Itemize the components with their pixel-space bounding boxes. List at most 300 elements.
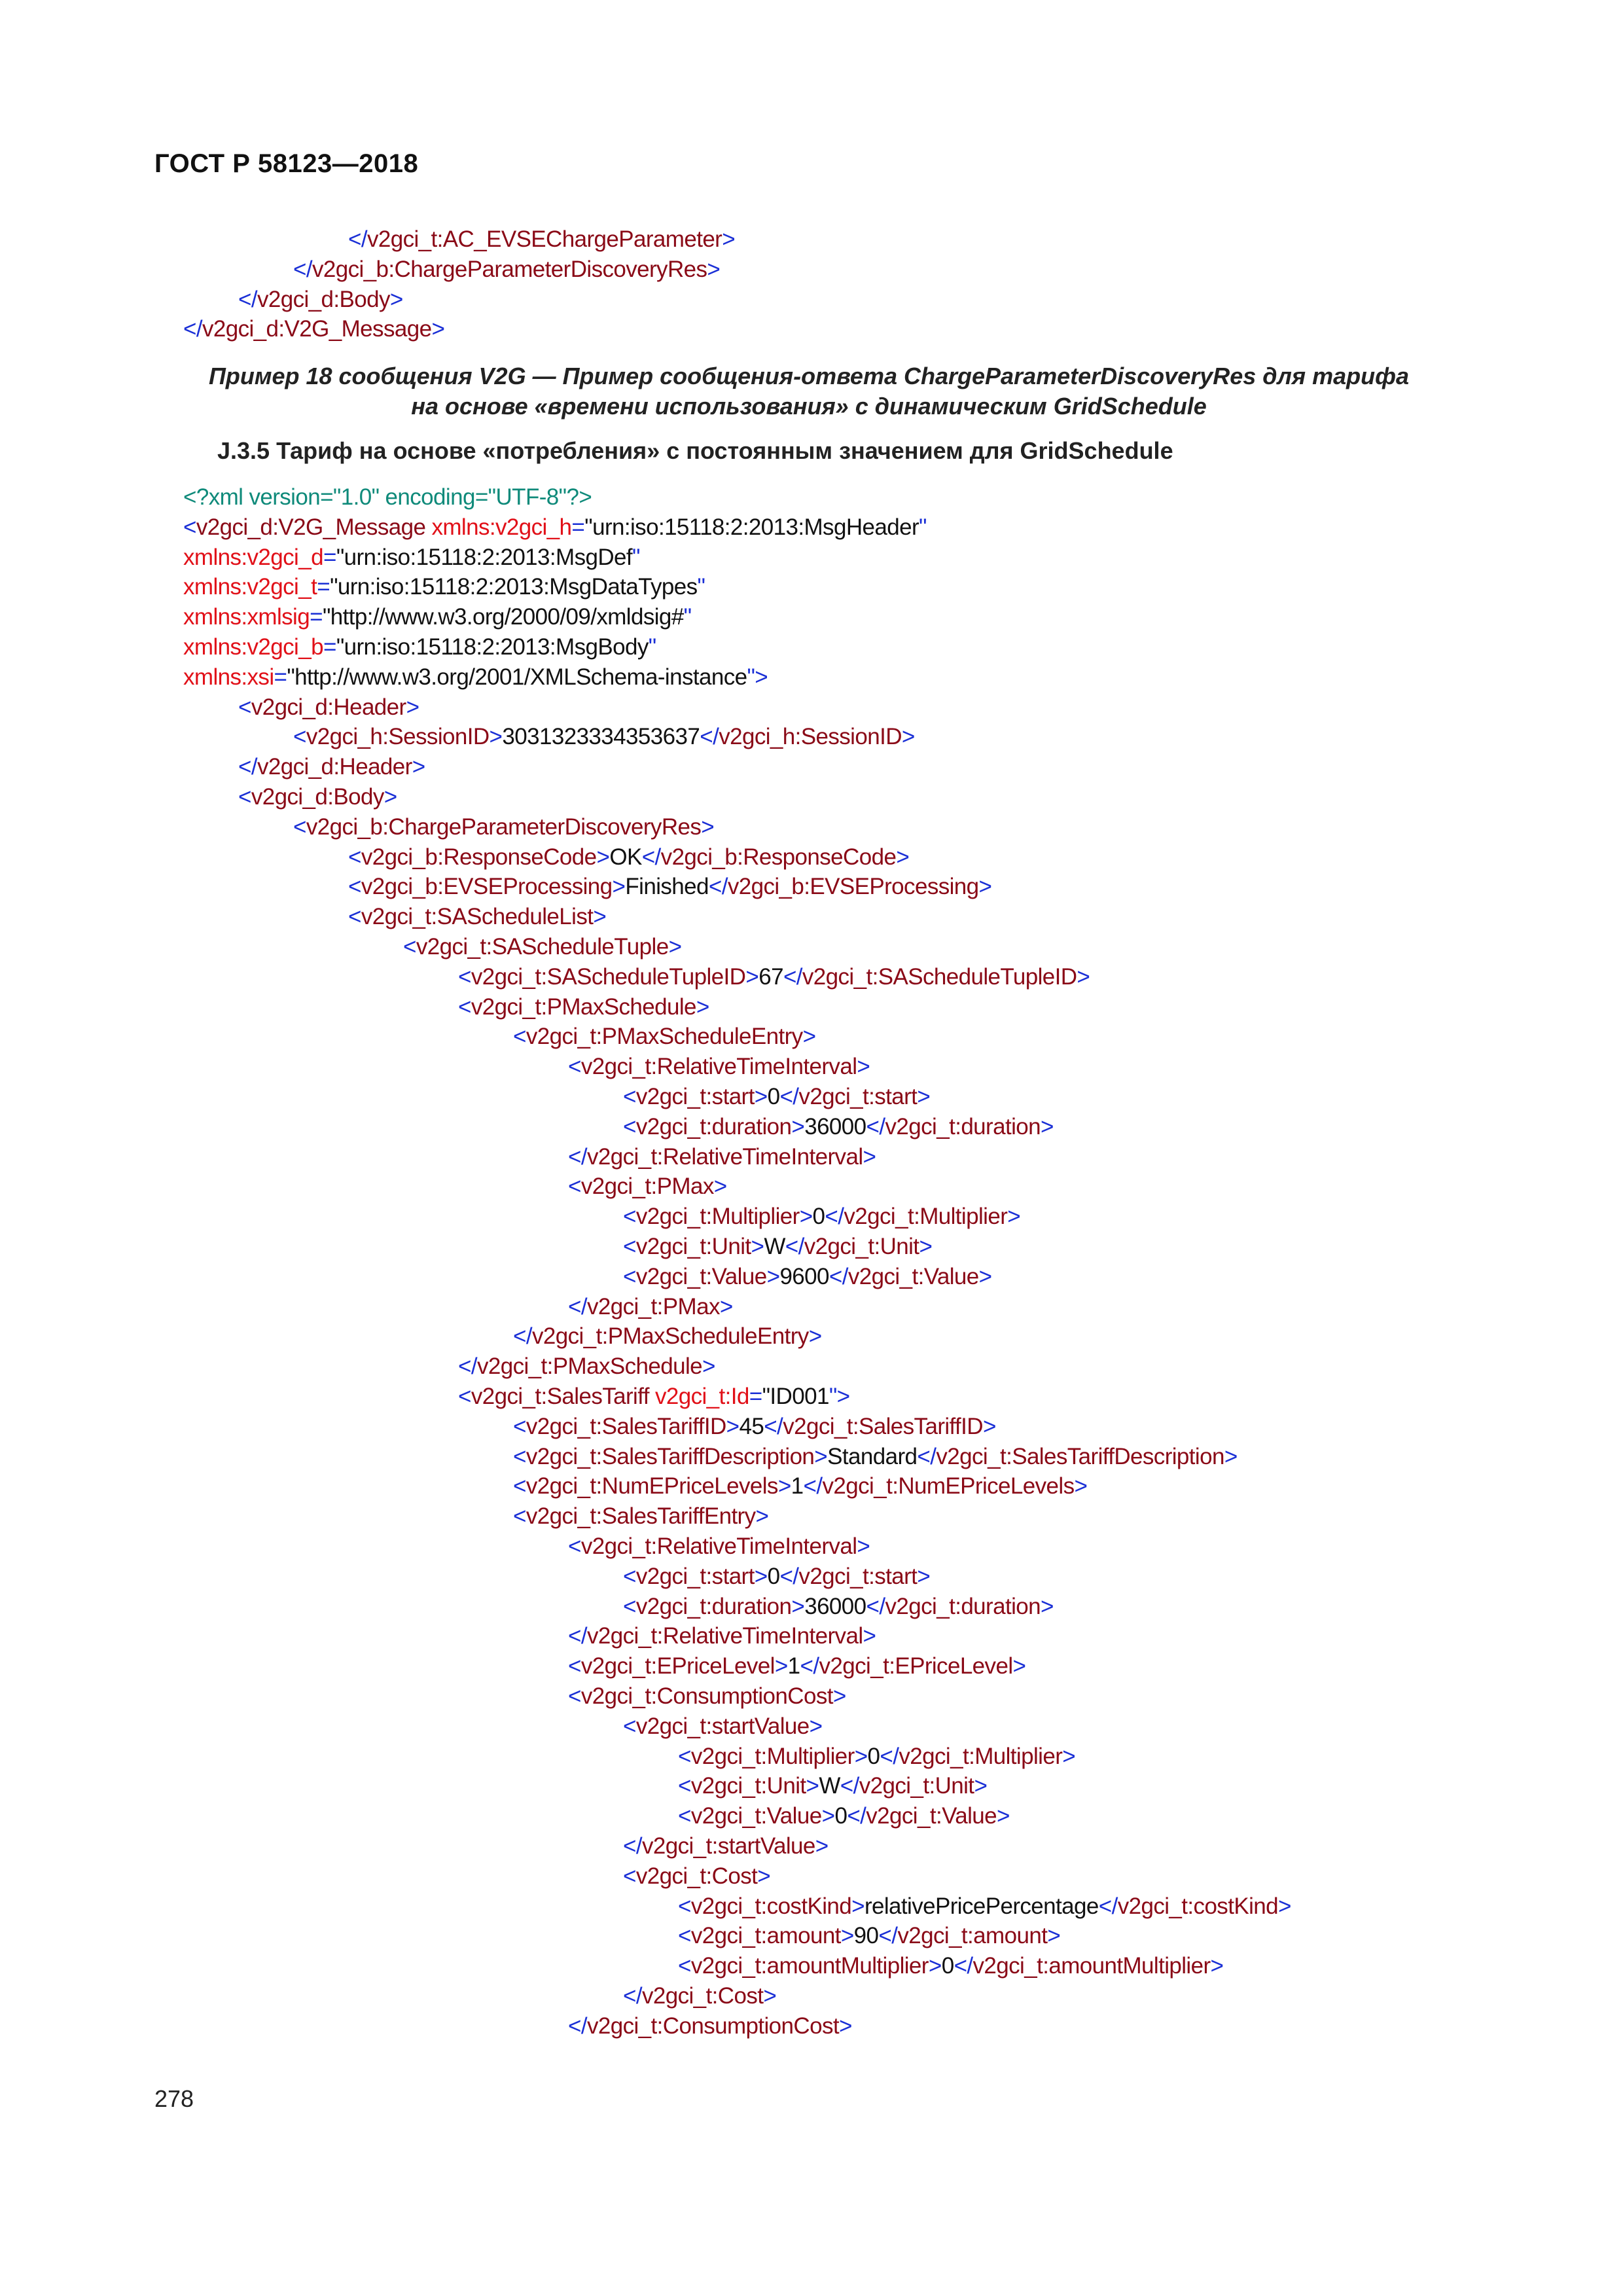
code-token: v2gci_t:amountMultiplier <box>690 1953 929 1979</box>
code-token: </ <box>764 1413 783 1439</box>
code-token: v2gci_b:EVSEProcessing <box>727 874 979 900</box>
code-token: </ <box>954 1953 973 1979</box>
code-line <box>183 633 656 662</box>
code-token: > <box>763 1983 777 2009</box>
code-line <box>238 783 397 812</box>
code-token: v2gci_t:SalesTariffID <box>783 1413 983 1439</box>
code-token: "urn:iso:15118:2:2013:MsgDef <box>336 544 633 570</box>
code-line <box>623 1712 823 1741</box>
code-token: = <box>317 574 330 600</box>
code-token: Standard <box>827 1443 918 1469</box>
code-token: </ <box>783 963 802 990</box>
code-token: "> <box>829 1384 850 1409</box>
code-token: v2gci_t:Value <box>690 1803 822 1829</box>
code-token: v2gci_t:NumEPriceLevels <box>526 1473 778 1499</box>
code-token: > <box>1041 1593 1054 1619</box>
code-line <box>458 963 1090 992</box>
code-token: v2gci_t:Multiplier <box>844 1204 1008 1230</box>
code-line <box>293 723 915 751</box>
code-token: > <box>974 1773 988 1799</box>
caption-line-1: Пример 18 сообщения V2G — Пример сообщения-ответа ChargeParameterDiscoveryRes для тарифа <box>208 363 1410 389</box>
code-token: < <box>568 1054 581 1080</box>
code-token: </ <box>878 1923 898 1949</box>
code-token: < <box>458 994 471 1020</box>
code-token: > <box>791 1593 805 1619</box>
code-line <box>238 693 419 722</box>
code-token: v2gci_t:costKind <box>1117 1893 1278 1919</box>
code-token: xmlns:v2gci_h <box>431 514 572 540</box>
code-line <box>513 1322 822 1351</box>
code-token: 9600 <box>779 1263 829 1289</box>
code-token: </ <box>779 1084 799 1109</box>
code-token: 0 <box>767 1084 780 1109</box>
code-token: 45 <box>739 1413 764 1439</box>
code-token: > <box>857 1534 870 1559</box>
code-token: v2gci_t:AC_EVSEChargeParameter <box>366 226 722 252</box>
code-token: > <box>851 1893 865 1919</box>
code-token: > <box>719 1293 733 1319</box>
code-token: xmlns:xsi <box>183 664 274 690</box>
code-token: v2gci_d:V2G_Message <box>196 514 432 540</box>
code-token: v2gci_t:Id <box>654 1384 749 1409</box>
code-token: = <box>310 604 323 630</box>
code-token: > <box>854 1743 868 1769</box>
code-token: > <box>802 1024 816 1050</box>
code-token: </ <box>779 1563 799 1589</box>
code-line <box>568 1532 870 1561</box>
code-token: v2gci_t:SalesTariff <box>471 1384 655 1409</box>
code-token: > <box>489 724 503 750</box>
code-token: < <box>238 694 251 720</box>
code-token: > <box>982 1413 996 1439</box>
code-token: > <box>696 994 709 1020</box>
code-token: < <box>623 1863 636 1889</box>
code-line <box>403 933 681 961</box>
code-token: v2gci_t:PMaxScheduleEntry <box>531 1323 809 1350</box>
code-token: v2gci_t:Cost <box>641 1983 764 2009</box>
code-token: < <box>623 1713 636 1739</box>
code-line <box>568 1293 733 1321</box>
code-token: v2gci_t:PMax <box>586 1293 720 1319</box>
code-token: v2gci_d:Header <box>251 694 406 720</box>
code-line <box>183 603 691 632</box>
code-line <box>458 1352 715 1381</box>
code-token: > <box>757 1863 771 1889</box>
code-token: </ <box>568 2013 587 2039</box>
code-token: 0 <box>767 1563 780 1589</box>
code-token: v2gci_h:SessionID <box>719 724 902 750</box>
code-token: < <box>293 814 306 840</box>
code-token: < <box>678 1923 691 1949</box>
code-token: = <box>323 544 336 570</box>
code-token: </ <box>829 1263 848 1289</box>
code-token: v2gci_t:PMaxSchedule <box>471 994 696 1020</box>
code-token: v2gci_t:RelativeTimeInterval <box>586 1623 863 1649</box>
code-token: > <box>840 1923 854 1949</box>
code-line <box>183 483 592 512</box>
code-token: <?xml version="1.0" encoding="UTF-8"?> <box>183 484 592 510</box>
code-token: > <box>1210 1953 1224 1979</box>
code-token: v2gci_d:Header <box>257 754 412 780</box>
code-token: OK <box>609 844 642 870</box>
code-token: </ <box>700 724 719 750</box>
code-token: Finished <box>625 874 709 900</box>
page-number: 278 <box>154 2085 194 2112</box>
code-line <box>348 903 606 931</box>
code-token: 0 <box>941 1953 954 1979</box>
code-token: < <box>513 1473 526 1499</box>
code-token: </ <box>641 844 661 870</box>
code-line <box>348 843 909 872</box>
code-token: xmlns:v2gci_t <box>183 574 317 600</box>
code-line <box>678 1892 1291 1921</box>
code-token: </ <box>568 1623 587 1649</box>
code-token: </ <box>623 1983 642 2009</box>
code-token: v2gci_t:amount <box>897 1923 1048 1949</box>
code-token: v2gci_t:start <box>635 1563 755 1589</box>
code-token: > <box>722 226 736 252</box>
code-token: </ <box>238 286 257 312</box>
code-token: "urn:iso:15118:2:2013:MsgHeader <box>584 514 919 540</box>
code-token: 90 <box>853 1923 879 1949</box>
code-line <box>623 1982 776 2011</box>
code-token: > <box>1224 1443 1238 1469</box>
code-line <box>568 1172 727 1201</box>
code-token: = <box>323 634 336 660</box>
code-token: v2gci_t:Cost <box>635 1863 758 1889</box>
code-token: v2gci_b:ChargeParameterDiscoveryRes <box>306 814 702 840</box>
code-token: v2gci_t:SAScheduleTupleID <box>802 963 1077 990</box>
code-token: 36000 <box>804 1593 866 1619</box>
code-token: > <box>901 724 915 750</box>
code-token: "> <box>747 664 768 690</box>
code-token: v2gci_t:Unit <box>859 1773 974 1799</box>
code-token: xmlns:v2gci_d <box>183 544 323 570</box>
code-token: " <box>697 574 705 600</box>
code-token: > <box>1074 1473 1088 1499</box>
code-token: 0 <box>834 1803 847 1829</box>
caption-line-2: на основе «времени использования» с динамическим GridSchedule <box>411 393 1207 420</box>
code-token: < <box>678 1893 691 1919</box>
code-token: v2gci_t:duration <box>885 1113 1041 1139</box>
code-token: v2gci_d:Body <box>257 286 390 312</box>
code-token: </ <box>840 1773 859 1799</box>
code-token: > <box>612 874 626 900</box>
code-token: v2gci_t:amount <box>690 1923 841 1949</box>
code-token: > <box>751 1234 764 1259</box>
code-token: < <box>568 1174 581 1200</box>
code-token: </ <box>568 1143 587 1170</box>
code-token: < <box>623 1113 636 1139</box>
code-line <box>183 513 927 542</box>
code-token: > <box>997 1803 1010 1829</box>
code-token: "http://www.w3.org/2001/XMLSchema-instance <box>287 664 747 690</box>
code-token: < <box>568 1683 581 1709</box>
code-token: < <box>458 1384 471 1409</box>
code-token: v2gci_t:SalesTariffDescription <box>936 1443 1224 1469</box>
code-line <box>678 1802 1010 1831</box>
code-token: < <box>293 724 306 750</box>
code-token: > <box>809 1713 823 1739</box>
code-token: < <box>403 934 416 960</box>
code-line <box>458 1382 850 1411</box>
code-token: v2gci_t:duration <box>635 1593 792 1619</box>
code-line <box>568 1622 876 1651</box>
code-token: < <box>623 1593 636 1619</box>
code-token: < <box>513 1443 526 1469</box>
code-token: v2gci_t:PMax <box>580 1174 714 1200</box>
code-token: > <box>777 1473 791 1499</box>
code-token: xmlns:xmlsig <box>183 604 310 630</box>
code-token: </ <box>785 1234 804 1259</box>
code-token: </ <box>513 1323 532 1350</box>
code-token: v2gci_t:Unit <box>804 1234 919 1259</box>
code-token: < <box>348 874 361 900</box>
code-token: > <box>799 1204 813 1230</box>
code-token: v2gci_t:Multiplier <box>635 1204 800 1230</box>
code-token: relativePricePercentage <box>864 1893 1099 1919</box>
code-token: W <box>764 1234 785 1259</box>
code-token: < <box>238 784 251 810</box>
code-token: < <box>623 1563 636 1589</box>
code-token: < <box>623 1084 636 1109</box>
code-token: v2gci_t:PMaxSchedule <box>476 1354 703 1380</box>
code-token: </ <box>800 1653 819 1679</box>
code-line <box>183 543 640 572</box>
code-line <box>568 1143 876 1172</box>
code-token: v2gci_t:start <box>798 1084 918 1109</box>
code-token: v2gci_t:start <box>798 1563 918 1589</box>
code-token: " <box>632 544 640 570</box>
code-token: > <box>1047 1923 1061 1949</box>
code-token: </ <box>866 1593 885 1619</box>
code-token: < <box>678 1743 691 1769</box>
code-line <box>623 1562 930 1591</box>
code-token: > <box>668 934 682 960</box>
code-line <box>678 1742 1075 1771</box>
code-token: > <box>389 286 403 312</box>
code-token: > <box>726 1413 740 1439</box>
code-line <box>513 1443 1238 1471</box>
code-token: > <box>863 1623 876 1649</box>
code-token: v2gci_t:ConsumptionCost <box>580 1683 833 1709</box>
code-token: < <box>348 844 361 870</box>
code-token: v2gci_t:ConsumptionCost <box>586 2013 839 2039</box>
code-token: > <box>1277 1893 1291 1919</box>
code-token: > <box>431 316 445 342</box>
code-token: " <box>683 604 692 630</box>
code-token: > <box>814 1443 828 1469</box>
code-token: > <box>791 1113 805 1139</box>
code-token: < <box>513 1503 526 1530</box>
code-token: 1 <box>791 1473 804 1499</box>
code-token: v2gci_t:Multiplier <box>690 1743 855 1769</box>
code-token: > <box>806 1773 819 1799</box>
code-token: v2gci_t:SAScheduleList <box>361 904 594 930</box>
code-token: < <box>183 514 196 540</box>
code-line <box>568 1052 870 1081</box>
code-token: > <box>917 1563 931 1589</box>
code-token: v2gci_t:duration <box>635 1113 792 1139</box>
code-token: = <box>749 1384 762 1409</box>
code-token: v2gci_h:SessionID <box>306 724 490 750</box>
standard-header: ГОСТ Р 58123—2018 <box>154 149 419 178</box>
code-token: </ <box>880 1743 899 1769</box>
code-token: "urn:iso:15118:2:2013:MsgBody <box>336 634 649 660</box>
code-line <box>623 1083 930 1111</box>
code-token: </ <box>708 874 728 900</box>
code-token: > <box>707 256 721 282</box>
code-token: > <box>745 963 759 990</box>
code-token: > <box>1041 1113 1054 1139</box>
code-token: </ <box>825 1204 844 1230</box>
code-token: v2gci_t:EPriceLevel <box>819 1653 1013 1679</box>
code-line <box>623 1592 1054 1621</box>
code-line <box>238 753 425 781</box>
code-line <box>623 1263 991 1291</box>
code-token: 0 <box>867 1743 880 1769</box>
code-token: v2gci_t:NumEPriceLevels <box>822 1473 1075 1499</box>
code-line <box>623 1202 1020 1231</box>
code-token: > <box>1077 963 1090 990</box>
code-token: > <box>754 1563 768 1589</box>
code-token: < <box>513 1024 526 1050</box>
code-token: v2gci_b:ChargeParameterDiscoveryRes <box>312 256 707 282</box>
code-token: < <box>623 1234 636 1259</box>
code-token: v2gci_t:EPriceLevel <box>580 1653 775 1679</box>
code-token: v2gci_b:ResponseCode <box>660 844 897 870</box>
code-token: > <box>383 784 397 810</box>
code-line <box>678 1772 987 1801</box>
code-token: > <box>832 1683 846 1709</box>
code-line <box>678 1922 1060 1950</box>
code-token: < <box>513 1413 526 1439</box>
code-line <box>293 813 714 842</box>
code-token: v2gci_t:startValue <box>635 1713 810 1739</box>
code-line <box>513 1022 815 1051</box>
code-token: v2gci_t:start <box>635 1084 755 1109</box>
code-token: > <box>896 844 910 870</box>
code-line <box>513 1472 1087 1501</box>
code-token: v2gci_t:Multiplier <box>899 1743 1063 1769</box>
code-line <box>568 1652 1026 1681</box>
code-token: " <box>648 634 656 660</box>
code-token: > <box>596 844 610 870</box>
code-token: W <box>819 1773 840 1799</box>
code-token: v2gci_t:RelativeTimeInterval <box>580 1534 857 1559</box>
code-token: > <box>754 1084 768 1109</box>
code-token: > <box>701 814 715 840</box>
code-token: </ <box>917 1443 936 1469</box>
code-token: > <box>702 1354 715 1380</box>
code-token: v2gci_d:Body <box>251 784 384 810</box>
code-token: > <box>1007 1204 1021 1230</box>
code-token: > <box>713 1174 727 1200</box>
code-line <box>623 1113 1054 1141</box>
code-line <box>513 1412 996 1441</box>
code-token: > <box>917 1084 931 1109</box>
code-token: = <box>274 664 287 690</box>
code-token: </ <box>847 1803 866 1829</box>
code-token: < <box>623 1263 636 1289</box>
code-token: v2gci_t:SalesTariffID <box>526 1413 726 1439</box>
code-token: > <box>978 1263 992 1289</box>
code-token: v2gci_t:Value <box>635 1263 767 1289</box>
code-token: > <box>406 694 419 720</box>
code-token: > <box>1062 1743 1076 1769</box>
code-token: v2gci_t:SalesTariffEntry <box>526 1503 756 1530</box>
code-token: < <box>678 1773 691 1799</box>
code-token: > <box>815 1833 829 1859</box>
code-token: < <box>458 963 471 990</box>
code-token: > <box>919 1234 933 1259</box>
code-token: v2gci_d:V2G_Message <box>202 316 432 342</box>
code-token: > <box>593 904 607 930</box>
code-token: 3031323334353637 <box>502 724 700 750</box>
code-token: </ <box>458 1354 477 1380</box>
code-line <box>348 872 991 901</box>
code-token: 36000 <box>804 1113 866 1139</box>
code-token: </ <box>803 1473 823 1499</box>
code-line <box>183 573 705 601</box>
code-token: v2gci_t:Value <box>847 1263 979 1289</box>
code-token: > <box>766 1263 780 1289</box>
code-token: "urn:iso:15118:2:2013:MsgDataTypes <box>330 574 698 600</box>
code-token: > <box>928 1953 942 1979</box>
subsection-heading: J.3.5 Тариф на основе «потребления» с постоянным значением для GridSchedule <box>217 437 1173 464</box>
code-token: xmlns:v2gci_b <box>183 634 323 660</box>
code-line <box>183 663 768 692</box>
code-line <box>623 1232 932 1261</box>
code-token: </ <box>866 1113 885 1139</box>
code-token: < <box>348 904 361 930</box>
code-line <box>513 1502 768 1531</box>
code-line <box>678 1952 1223 1981</box>
code-token: v2gci_t:duration <box>885 1593 1041 1619</box>
code-token: </ <box>293 256 312 282</box>
code-token: </ <box>623 1833 642 1859</box>
code-token: </ <box>238 754 257 780</box>
code-line <box>458 993 709 1022</box>
code-token: </ <box>183 316 202 342</box>
code-line <box>623 1832 829 1861</box>
code-token: v2gci_t:RelativeTimeInterval <box>586 1143 863 1170</box>
code-token: 67 <box>758 963 783 990</box>
code-token: > <box>808 1323 822 1350</box>
code-token: " <box>919 514 927 540</box>
code-token: > <box>1012 1653 1026 1679</box>
code-token: v2gci_t:Unit <box>635 1234 751 1259</box>
code-token: < <box>678 1803 691 1829</box>
code-token: > <box>774 1653 788 1679</box>
code-token: = <box>571 514 585 540</box>
code-token: v2gci_t:SalesTariffDescription <box>526 1443 815 1469</box>
code-token: v2gci_t:SAScheduleTupleID <box>471 963 746 990</box>
code-token: < <box>678 1953 691 1979</box>
code-token: v2gci_t:Unit <box>690 1773 806 1799</box>
code-line <box>568 1682 846 1711</box>
code-token: v2gci_t:costKind <box>690 1893 852 1919</box>
code-token: < <box>568 1534 581 1559</box>
code-line <box>568 2012 852 2041</box>
code-token: </ <box>1098 1893 1118 1919</box>
code-token: > <box>857 1054 870 1080</box>
code-token: "http://www.w3.org/2000/09/xmldsig# <box>322 604 684 630</box>
code-token: 0 <box>812 1204 825 1230</box>
code-token: v2gci_t:PMaxScheduleEntry <box>526 1024 803 1050</box>
code-token: > <box>838 2013 852 2039</box>
code-token: v2gci_t:startValue <box>641 1833 815 1859</box>
